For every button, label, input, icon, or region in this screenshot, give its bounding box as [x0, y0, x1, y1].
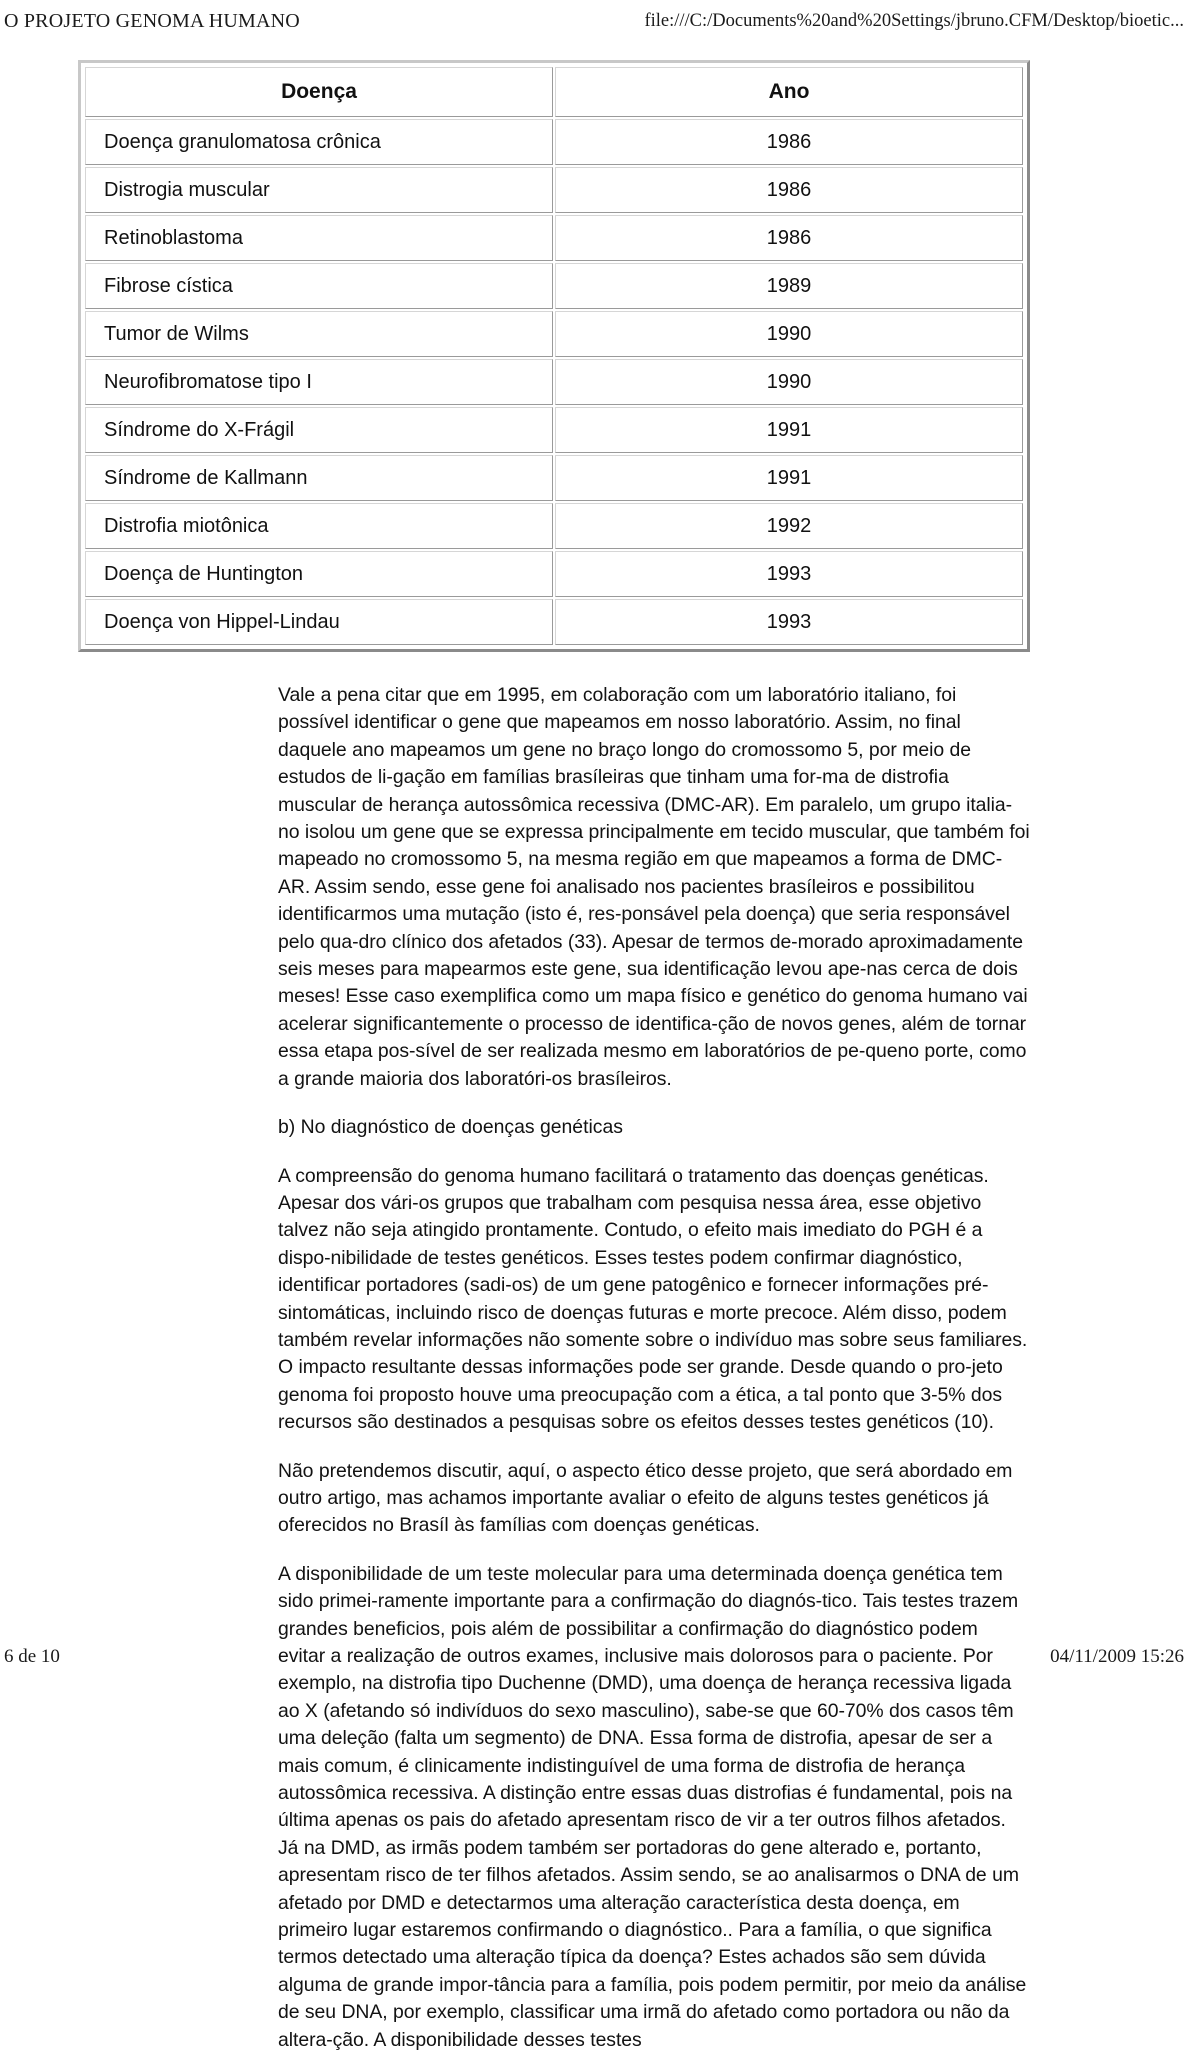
page-content	[0, 60, 1190, 2054]
cell-year: 1993	[555, 599, 1023, 645]
cell-year: 1993	[555, 551, 1023, 597]
cell-disease: Neurofibromatose tipo I	[85, 359, 553, 405]
cell-year: 1989	[555, 263, 1023, 309]
table-header-row	[85, 67, 1023, 117]
cell-year: 1986	[555, 167, 1023, 213]
paragraph-ethics-note: Não pretendemos discutir, aquí, o aspecto ético desse projeto, que será abordado em outro artigo, mas achamos importante avaliar o efeito de alguns testes genéticos já oferecidos no Brasíl às famílias com doenças genéticas.	[278, 1459, 1013, 1537]
source-url: file:///C:/Documents%20and%20Settings/jbruno.CFM/Desktop/bioetic...	[644, 11, 1184, 31]
disease-year-table	[83, 65, 1025, 647]
cell-disease: Tumor de Wilms	[85, 311, 553, 357]
table-row	[85, 119, 1023, 165]
cell-year: 1990	[555, 311, 1023, 357]
page-number: 6 de 10	[4, 1646, 60, 1667]
table-body	[85, 119, 1023, 645]
print-footer	[0, 1645, 1190, 1669]
cell-year: 1986	[555, 215, 1023, 261]
table-row	[85, 599, 1023, 645]
disease-year-table-container	[78, 60, 1030, 652]
table-row	[85, 455, 1023, 501]
column-header-year: Ano	[555, 67, 1023, 117]
cell-disease: Doença von Hippel-Lindau	[85, 599, 553, 645]
paragraph-molecular-test-availability: A disponibilidade de um teste molecular para uma determinada doença genética tem sido primei-ramente importante para a confirmação do diagnós-tico. Tais testes trazem grandes beneficios, pois além de possibilitar a confirmação do diagnóstico podem evitar a realização de outros exames, inclusive mais dolorosos para o paciente. Por exemplo, na distrofia tipo Duchenne (DMD), uma doença de herança recessiva ligada ao X (afetando só indivíduos do sexo masculino), sabe-se que 60-70% dos casos têm uma deleção (falta um segmento) de DNA. Essa forma de distrofia, apesar de ser a mais comum, é clinicamente indistinguível de uma forma de distrofia de herança autossômica recessiva. A distinção entre essas duas distrofias é fundamental, pois na última apenas os pais do afetado apresentam risco de vir a ter outros filhos afetados. Já na DMD, as irmãs podem também ser portadoras do gene alterado e, portanto, apresentam risco de ter filhos afetados. Assim sendo, se ao analisarmos o DNA de um afetado por DMD e detectarmos uma alteração característica desta doença, em primeiro lugar estaremos confirmando o diagnóstico.. Para a família, o que significa termos detectado uma alteração típica da doença? Estes achados são sem dúvida alguma de grande impor-tância para a família, pois podem permitir, por meio da análise de seu DNA, por exemplo, classificar uma irmã do afetado como portadora ou não da altera-ção. A disponibilidade desses testes	[278, 1562, 1027, 2051]
table-row	[85, 167, 1023, 213]
print-timestamp: 04/11/2009 15:26	[1050, 1646, 1184, 1667]
table-row	[85, 215, 1023, 261]
table-row	[85, 311, 1023, 357]
cell-disease: Retinoblastoma	[85, 215, 553, 261]
section-heading-b: b) No diagnóstico de doenças genéticas	[278, 1116, 623, 1139]
cell-year: 1991	[555, 407, 1023, 453]
cell-disease: Distrofia miotônica	[85, 503, 553, 549]
cell-year: 1991	[555, 455, 1023, 501]
table-row	[85, 503, 1023, 549]
document-title: O PROJETO GENOMA HUMANO	[4, 10, 300, 32]
table-row	[85, 359, 1023, 405]
cell-year: 1992	[555, 503, 1023, 549]
column-header-disease: Doença	[85, 67, 553, 117]
table-row	[85, 407, 1023, 453]
cell-disease: Síndrome do X-Frágil	[85, 407, 553, 453]
table-row	[85, 263, 1023, 309]
paragraph-mapping-collaboration: Vale a pena citar que em 1995, em colaboração com um laboratório italiano, foi possível identificar o gene que mapeamos em nosso laboratório. Assim, no final daquele ano mapeamos um gene no braço longo do cromossomo 5, por meio de estudos de li-gação em famílias brasíleiras que tinham uma for-ma de distrofia muscular de herança autossômica recessiva (DMC-AR). Em paralelo, um grupo italia-no isolou um gene que se expressa principalmente em tecido muscular, que também foi mapeado no cromossomo 5, na mesma região em que mapeamos a forma de DMC-AR. Assim sendo, esse gene foi analisado nos pacientes brasíleiros e possibilitou identificarmos uma mutação (isto é, res-ponsável pela doença) que seria responsável pelo qua-dro clínico dos afetados (33). Apesar de termos de-morado aproximadamente seis meses para mapearmos este gene, sua identificação levou ape-nas cerca de dois meses! Esse caso exemplifica como um mapa físico e genético do genoma humano vai acelerar significantemente o processo de identifica-ção de novos genes, além de tornar essa etapa pos-sível de ser realizada mesmo em laboratórios de pe-queno porte, como a grande maioria dos laboratóri-os brasíleiros.	[278, 684, 1030, 1090]
cell-year: 1986	[555, 119, 1023, 165]
cell-disease: Doença granulomatosa crônica	[85, 119, 553, 165]
print-header	[0, 8, 1190, 34]
cell-disease: Distrogia muscular	[85, 167, 553, 213]
cell-year: 1990	[555, 359, 1023, 405]
paragraph-genetic-tests: A compreensão do genoma humano facilitará o tratamento das doenças genéticas. Apesar dos vári-os grupos que trabalham com pesquisa nessa área, esse objetivo talvez não seja atingido prontamente. Contudo, o efeito mais imediato do PGH é a dispo-nibilidade de testes genéticos. Esses testes podem confirmar diagnóstico, identificar portadores (sadi-os) de um gene patogênico e fornecer informações pré-sintomáticas, incluindo risco de doenças futuras e morte precoce. Além disso, podem também revelar informações não somente sobre o indivíduo mas sobre seus familiares. O impacto resultante dessas informações pode ser grande. Desde quando o pro-jeto genoma foi proposto houve uma preocupação com a ética, a tal ponto que 3-5% dos recursos são destinados a pesquisas sobre os efeitos desses testes genéticos (10).	[278, 1164, 1028, 1434]
table-row	[85, 551, 1023, 597]
cell-disease: Síndrome de Kallmann	[85, 455, 553, 501]
cell-disease: Doença de Huntington	[85, 551, 553, 597]
cell-disease: Fibrose cística	[85, 263, 553, 309]
article-body	[278, 682, 1030, 2054]
